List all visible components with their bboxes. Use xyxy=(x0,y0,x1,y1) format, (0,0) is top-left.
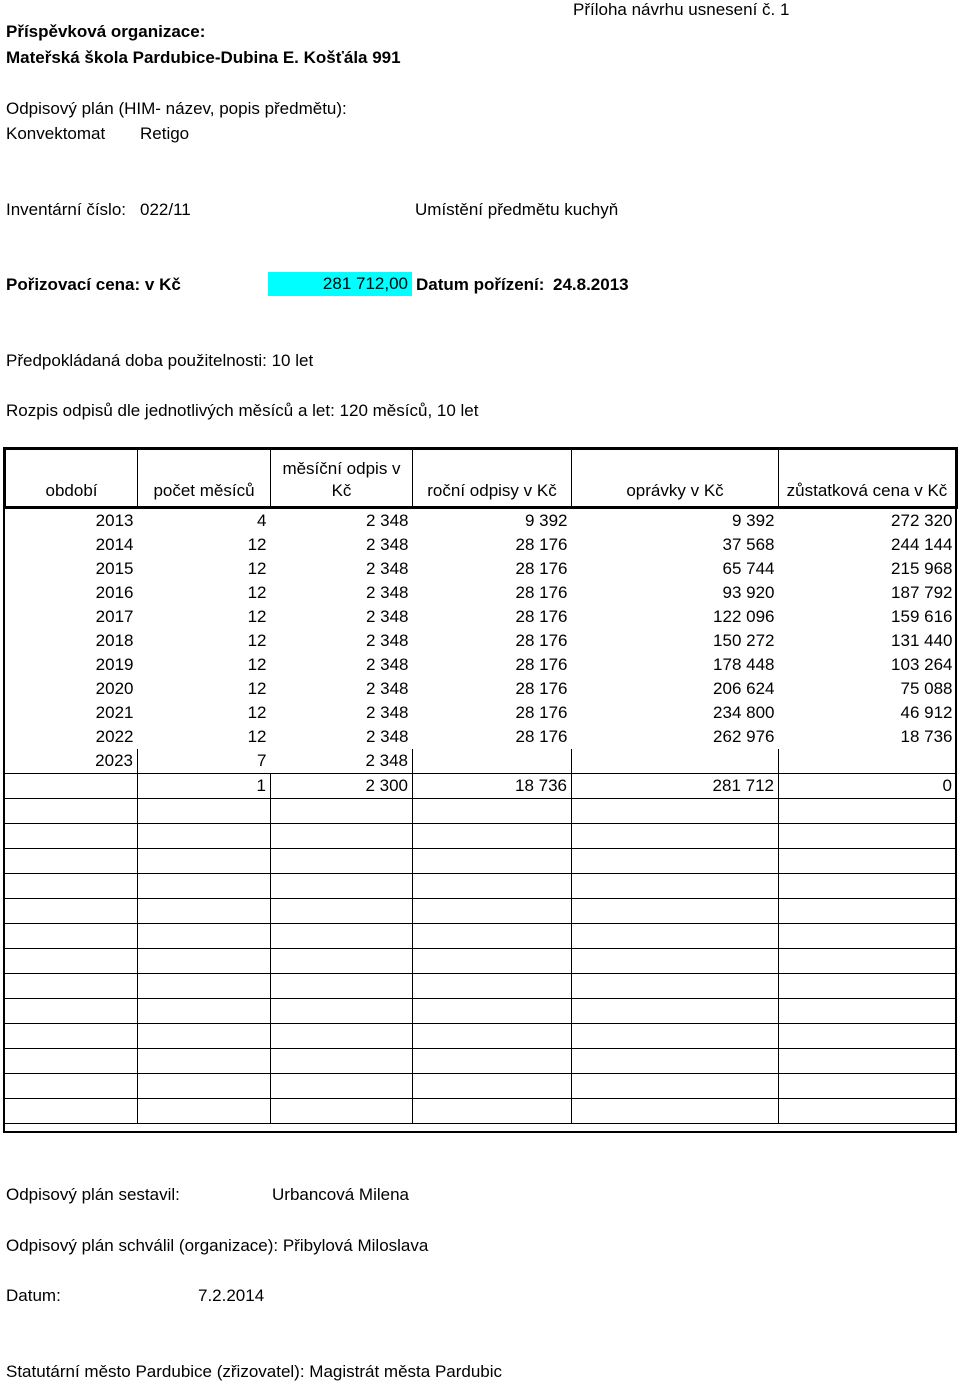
empty-cell xyxy=(138,999,271,1024)
empty-cell xyxy=(413,799,572,824)
empty-cell xyxy=(779,849,957,874)
table-cell: 150 272 xyxy=(713,631,775,650)
empty-cell xyxy=(138,949,271,974)
col-header: roční odpisy v Kč xyxy=(413,449,572,508)
table-cell: 2 348 xyxy=(365,511,409,530)
col-header: období xyxy=(45,481,98,500)
empty-cell xyxy=(572,999,779,1024)
empty-cell xyxy=(779,974,957,999)
table-cell: 28 176 xyxy=(515,655,568,674)
table-cell: 244 144 xyxy=(891,535,953,554)
table-cell: 206 624 xyxy=(713,679,775,698)
empty-cell xyxy=(5,974,138,999)
compiled-by: Urbancová Milena xyxy=(272,1185,410,1204)
empty-cell xyxy=(779,924,957,949)
col-header: oprávky v Kč xyxy=(572,449,779,508)
org-label: Příspěvková organizace: xyxy=(6,22,206,41)
location: Umístění předmětu kuchyň xyxy=(415,200,619,219)
empty-row xyxy=(5,1099,957,1124)
table-cell: 187 792 xyxy=(891,583,953,602)
date-label: Datum pořízení: xyxy=(416,275,545,294)
empty-cell xyxy=(138,799,271,824)
empty-cell xyxy=(138,899,271,924)
table-cell: 2017 xyxy=(5,605,138,629)
table-cell: 9 392 xyxy=(731,511,775,530)
empty-cell xyxy=(572,949,779,974)
table-cell: 0 xyxy=(779,774,957,799)
empty-cell xyxy=(138,849,271,874)
table-cell: 2 348 xyxy=(365,607,409,626)
empty-row xyxy=(5,974,957,999)
inventory-label: Inventární číslo: xyxy=(6,200,127,219)
table-cell: 131 440 xyxy=(891,631,953,650)
empty-cell xyxy=(413,874,572,899)
table-cell: 12 xyxy=(247,655,267,674)
table-cell xyxy=(5,774,138,799)
subject-name: Konvektomat xyxy=(6,124,106,143)
table-cell: 159 616 xyxy=(891,607,953,626)
table-cell: 12 xyxy=(247,535,267,554)
empty-cell xyxy=(413,974,572,999)
table-cell: 2016 xyxy=(5,581,138,605)
col-header: měsíční odpis v Kč xyxy=(271,449,413,508)
price-highlight xyxy=(268,272,412,296)
approved-by: Odpisový plán schválil (organizace): Přibylová Miloslava xyxy=(6,1236,429,1255)
empty-row xyxy=(5,824,957,849)
empty-cell xyxy=(572,924,779,949)
empty-cell xyxy=(572,849,779,874)
table-cell: 12 xyxy=(247,631,267,650)
empty-cell xyxy=(572,824,779,849)
table-cell: 28 176 xyxy=(515,703,568,722)
empty-cell xyxy=(271,1049,413,1074)
col-header: počet měsíců xyxy=(138,449,271,508)
table-row xyxy=(5,533,957,557)
empty-cell xyxy=(413,924,572,949)
empty-cell xyxy=(413,899,572,924)
empty-cell xyxy=(413,1024,572,1049)
empty-cell xyxy=(5,1049,138,1074)
table-cell: 37 568 xyxy=(722,535,775,554)
table-cell: 2 348 xyxy=(365,631,409,650)
attachment-note: Příloha návrhu usnesení č. 1 xyxy=(573,0,790,19)
table-cell: 178 448 xyxy=(713,655,775,674)
table-cell xyxy=(413,749,572,774)
col-header: zůstatková cena v Kč xyxy=(779,449,957,508)
table-cell: 12 xyxy=(247,559,267,578)
empty-cell xyxy=(5,1024,138,1049)
empty-cell xyxy=(271,1074,413,1099)
empty-cell xyxy=(138,824,271,849)
table-cell: 2023 xyxy=(5,749,138,774)
empty-cell xyxy=(413,999,572,1024)
empty-cell xyxy=(572,874,779,899)
empty-row xyxy=(5,899,957,924)
table-cell: 2022 xyxy=(5,725,138,749)
table-cell: 122 096 xyxy=(713,607,775,626)
empty-cell xyxy=(271,999,413,1024)
table-row xyxy=(5,749,957,774)
lifetime: Předpokládaná doba použitelnosti: 10 let xyxy=(6,351,314,370)
empty-cell xyxy=(572,899,779,924)
table-cell: 262 976 xyxy=(713,727,775,746)
empty-cell xyxy=(5,849,138,874)
table-row xyxy=(5,701,957,725)
empty-cell xyxy=(779,899,957,924)
table-cell xyxy=(572,749,779,774)
empty-row xyxy=(5,1049,957,1074)
empty-cell xyxy=(138,1099,271,1124)
empty-cell xyxy=(779,874,957,899)
empty-cell xyxy=(413,1049,572,1074)
empty-row xyxy=(5,849,957,874)
table-cell: 12 xyxy=(247,727,267,746)
empty-cell xyxy=(5,1099,138,1124)
empty-cell xyxy=(138,1074,271,1099)
table-cell: 2 348 xyxy=(271,749,413,774)
empty-row xyxy=(5,949,957,974)
empty-cell xyxy=(138,924,271,949)
empty-cell xyxy=(271,874,413,899)
table-cell: 2 348 xyxy=(365,727,409,746)
org-name: Mateřská škola Pardubice-Dubina E. Košťála 991 xyxy=(6,48,401,67)
price-label: Pořizovací cena: v Kč xyxy=(6,275,181,294)
empty-cell xyxy=(779,949,957,974)
empty-cell xyxy=(779,1074,957,1099)
empty-cell xyxy=(5,899,138,924)
empty-cell xyxy=(5,999,138,1024)
table-cell: 28 176 xyxy=(515,631,568,650)
empty-cell xyxy=(413,824,572,849)
table-row xyxy=(5,677,957,701)
table-header xyxy=(5,449,957,508)
table-row xyxy=(5,653,957,677)
empty-cell xyxy=(779,999,957,1024)
empty-row xyxy=(5,1024,957,1049)
empty-cell xyxy=(271,1024,413,1049)
table-cell: 9 392 xyxy=(524,511,568,530)
table-cell: 28 176 xyxy=(515,607,568,626)
table-cell: 2018 xyxy=(5,629,138,653)
empty-cell xyxy=(572,1099,779,1124)
empty-row xyxy=(5,799,957,824)
empty-cell xyxy=(271,824,413,849)
table-cell: 65 744 xyxy=(722,559,775,578)
table-cell: 2 300 xyxy=(271,774,413,799)
empty-cell xyxy=(271,1099,413,1124)
table-cell: 2013 xyxy=(5,508,138,534)
table-cell: 2015 xyxy=(5,557,138,581)
table-cell: 18 736 xyxy=(413,774,572,799)
table-cell: 28 176 xyxy=(515,583,568,602)
table-cell: 75 088 xyxy=(900,679,953,698)
table-cell: 12 xyxy=(247,703,267,722)
empty-cell xyxy=(779,799,957,824)
table-cell: 7 xyxy=(138,749,271,774)
empty-row xyxy=(5,874,957,899)
founder: Statutární město Pardubice (zřizovatel): Magistrát města Pardubic xyxy=(6,1362,503,1381)
table-total-row xyxy=(5,774,957,799)
empty-cell xyxy=(5,799,138,824)
empty-cell xyxy=(271,974,413,999)
empty-cell xyxy=(5,874,138,899)
empty-cell xyxy=(413,849,572,874)
empty-cell xyxy=(138,874,271,899)
empty-cell xyxy=(271,949,413,974)
table-cell: 2020 xyxy=(5,677,138,701)
table-cell: 28 176 xyxy=(515,679,568,698)
table-cell: 281 712 xyxy=(572,774,779,799)
empty-cell xyxy=(572,974,779,999)
empty-cell xyxy=(271,899,413,924)
empty-cell xyxy=(138,974,271,999)
compiled-label: Odpisový plán sestavil: xyxy=(6,1185,180,1204)
table-cell: 2 348 xyxy=(365,703,409,722)
table-cell: 2019 xyxy=(5,653,138,677)
table-row xyxy=(5,557,957,581)
empty-cell xyxy=(572,1024,779,1049)
depreciation-table xyxy=(3,447,955,1124)
table-row xyxy=(5,605,957,629)
subject-label: Odpisový plán (HIM- název, popis předmětu): xyxy=(6,99,347,118)
empty-cell xyxy=(138,1024,271,1049)
empty-cell xyxy=(572,1049,779,1074)
empty-cell xyxy=(5,924,138,949)
table-cell: 12 xyxy=(247,607,267,626)
empty-cell xyxy=(572,1074,779,1099)
table-cell: 28 176 xyxy=(515,727,568,746)
table-cell: 4 xyxy=(257,511,267,530)
empty-row xyxy=(5,924,957,949)
empty-cell xyxy=(271,924,413,949)
table-cell: 12 xyxy=(247,583,267,602)
table-cell: 2 348 xyxy=(365,535,409,554)
inventory-number: 022/11 xyxy=(140,200,191,219)
empty-cell xyxy=(138,1049,271,1074)
breakdown: Rozpis odpisů dle jednotlivých měsíců a let: 120 měsíců, 10 let xyxy=(6,401,479,420)
footer-date-label: Datum: xyxy=(6,1286,61,1305)
table-cell xyxy=(779,749,957,774)
empty-cell xyxy=(5,1074,138,1099)
table-row xyxy=(5,629,957,653)
empty-cell xyxy=(413,949,572,974)
table-cell: 93 920 xyxy=(722,583,775,602)
table-cell: 103 264 xyxy=(891,655,953,674)
empty-cell xyxy=(413,1074,572,1099)
footer-date: 7.2.2014 xyxy=(198,1286,265,1305)
table-cell: 215 968 xyxy=(891,559,953,578)
table-cell: 12 xyxy=(247,679,267,698)
empty-row xyxy=(5,1074,957,1099)
table-cell: 234 800 xyxy=(713,703,775,722)
table-cell: 2021 xyxy=(5,701,138,725)
table-cell: 2 348 xyxy=(365,559,409,578)
price-value: 281 712,00 xyxy=(322,274,408,293)
table-cell: 272 320 xyxy=(891,511,953,530)
table-cell: 2 348 xyxy=(365,655,409,674)
table-row xyxy=(5,581,957,605)
empty-cell xyxy=(572,799,779,824)
subject-brand: Retigo xyxy=(140,124,190,143)
table-cell: 18 736 xyxy=(900,727,953,746)
empty-cell xyxy=(779,1024,957,1049)
empty-row xyxy=(5,999,957,1024)
empty-cell xyxy=(5,824,138,849)
empty-cell xyxy=(779,1049,957,1074)
table-cell: 28 176 xyxy=(515,535,568,554)
table-cell: 28 176 xyxy=(515,559,568,578)
table-cell: 1 xyxy=(138,774,271,799)
table-cell: 2 348 xyxy=(365,583,409,602)
table-cell: 2 348 xyxy=(365,679,409,698)
empty-cell xyxy=(5,949,138,974)
empty-cell xyxy=(271,849,413,874)
table-cell: 2014 xyxy=(5,533,138,557)
table-row xyxy=(5,508,957,534)
empty-cell xyxy=(779,824,957,849)
table-cell: 46 912 xyxy=(900,703,953,722)
empty-cell xyxy=(271,799,413,824)
empty-cell xyxy=(413,1099,572,1124)
table-row xyxy=(5,725,957,749)
acquisition-date: 24.8.2013 xyxy=(553,275,629,294)
empty-cell xyxy=(779,1099,957,1124)
